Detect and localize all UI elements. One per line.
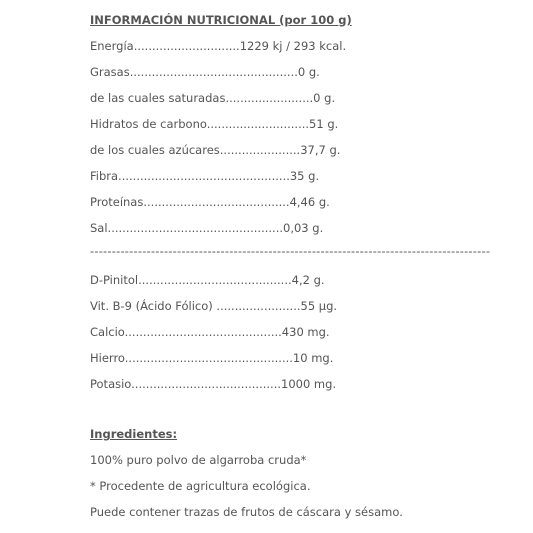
ingredients-title: Ingredientes: [90,427,178,441]
nutrition-row-saturated: de las cuales saturadas........................0 g. [90,91,336,105]
ingredients-line: 100% puro polvo de algarroba cruda* [90,453,307,467]
nutrition-row-pinitol: D-Pinitol..........................................4,2 g. [90,273,325,287]
nutrition-row-folic-acid: Vit. B-9 (Ácido Fólico) .......................55 µg. [90,299,338,313]
nutrition-row-calcium: Calcio...........................................430 mg. [90,325,330,339]
nutrition-row-fiber: Fibra...............................................35 g. [90,169,320,183]
ingredients-note: * Procedente de agricultura ecológica. [90,479,311,493]
nutrition-row-carbs: Hidratos de carbono............................51 g. [90,117,339,131]
allergen-note: Puede contener trazas de frutos de cáscara y sésamo. [90,505,403,519]
section-separator: -------------------------------------------------------------------------------------------- [90,244,491,258]
nutrition-row-energy: Energía.............................1229 kj / 293 kcal. [90,39,347,53]
nutrition-row-iron: Hierro..............................................10 mg. [90,351,334,365]
nutrition-row-sugars: de los cuales azúcares......................37,7 g. [90,143,341,157]
nutrition-title: INFORMACIÓN NUTRICIONAL (por 100 g) [90,13,352,27]
nutrition-row-potassium: Potasio.........................................1000 mg. [90,377,337,391]
nutrition-row-protein: Proteínas........................................4,46 g. [90,195,330,209]
nutrition-row-salt: Sal................................................0,03 g. [90,221,324,235]
nutrition-row-fat: Grasas..............................................0 g. [90,65,320,79]
